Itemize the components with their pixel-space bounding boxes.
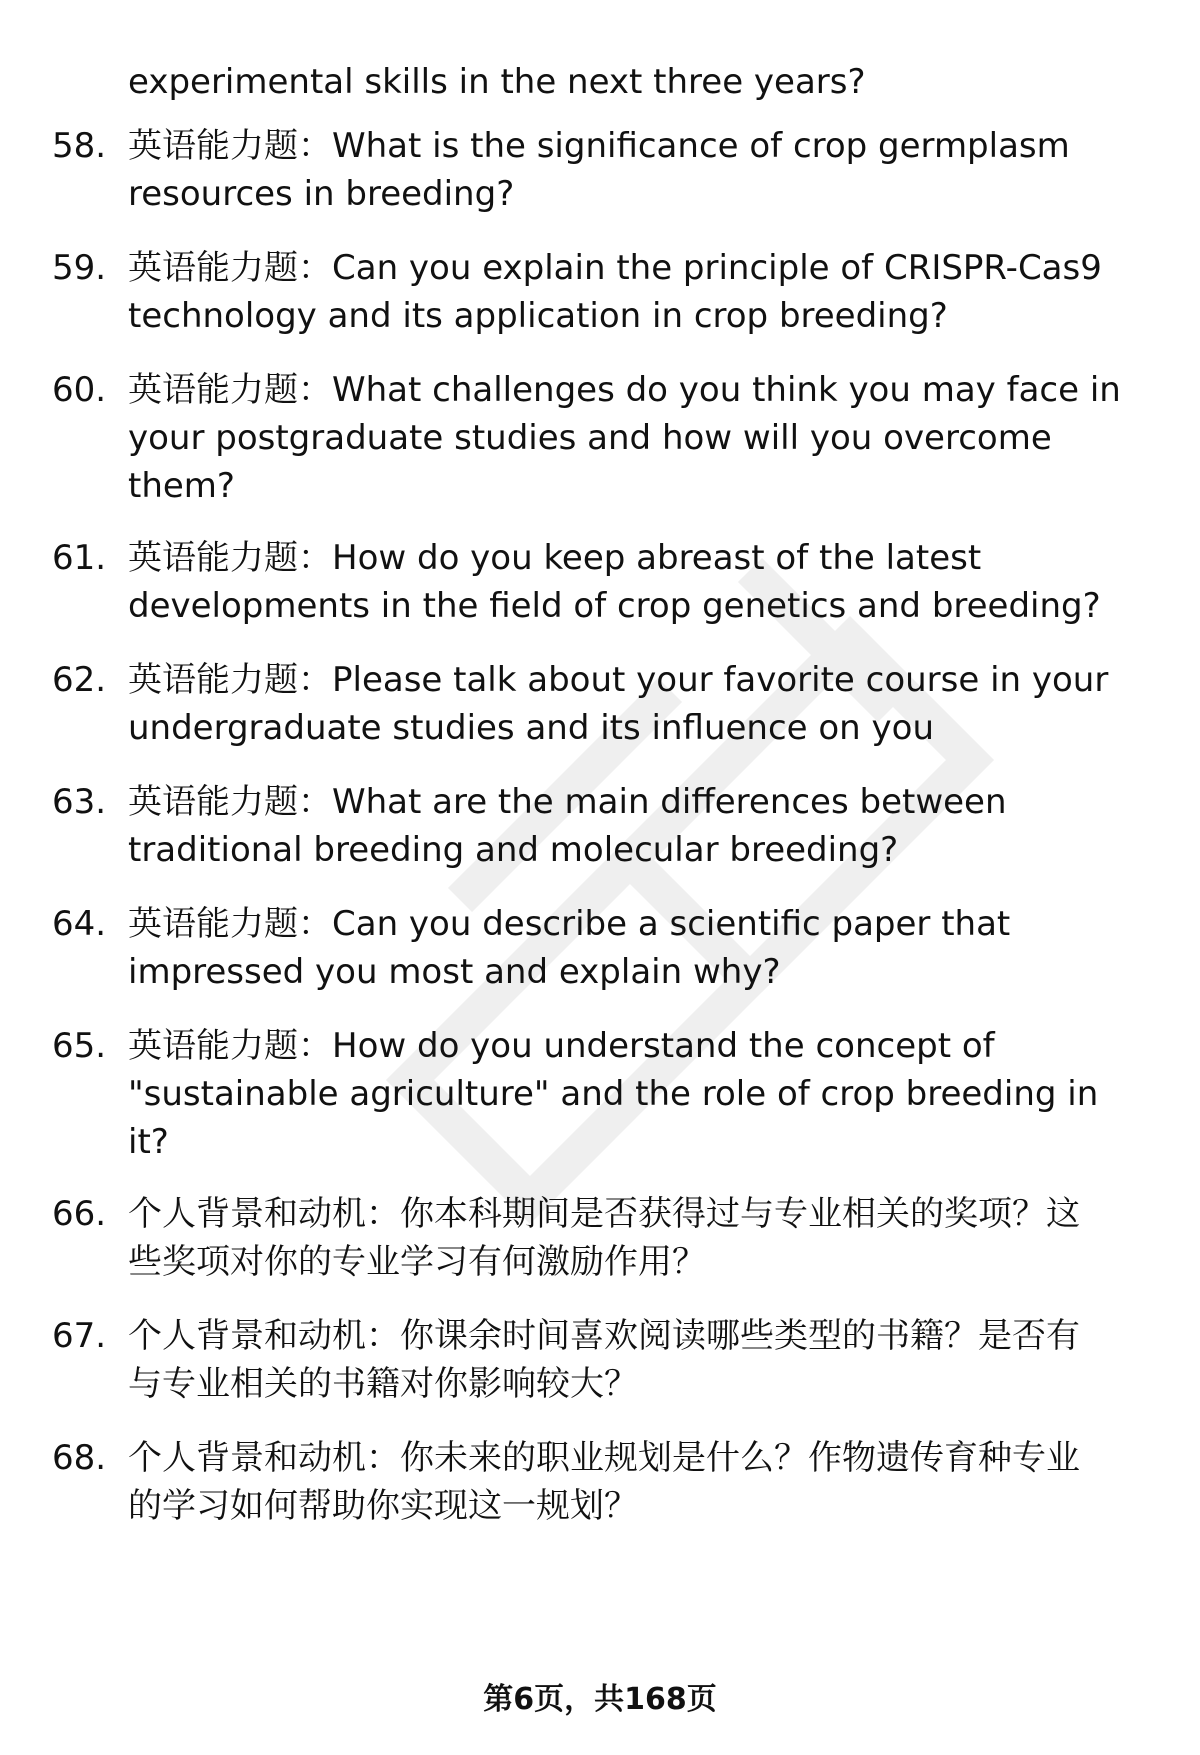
question-number: 58.	[52, 126, 107, 166]
question-number: 63.	[52, 782, 107, 822]
question-line: 英语能力题：What are the main differences between	[128, 782, 1007, 822]
question-text	[128, 366, 1138, 510]
continuation-text: experimental skills in the next three years?	[128, 62, 866, 102]
question-line: your postgraduate studies and how will you overcome	[128, 418, 1052, 458]
question-line: developments in the field of crop genetics and breeding?	[128, 586, 1101, 626]
question-number: 61.	[52, 538, 107, 578]
question-text	[128, 1312, 1138, 1408]
question-text	[128, 1434, 1138, 1530]
question-line: them?	[128, 466, 235, 506]
page-footer: 第6页，共168页	[483, 1682, 717, 1717]
question-text	[128, 122, 1138, 218]
question-number: 68.	[52, 1438, 107, 1478]
question-number: 65.	[52, 1026, 107, 1066]
question-line: resources in breeding?	[128, 174, 515, 214]
question-text	[128, 1022, 1138, 1166]
question-line: "sustainable agriculture" and the role of crop breeding in	[128, 1074, 1099, 1114]
question-text	[128, 244, 1138, 340]
question-line: impressed you most and explain why?	[128, 952, 781, 992]
question-line: 个人背景和动机：你课余时间喜欢阅读哪些类型的书籍？是否有	[128, 1316, 1080, 1356]
question-line: 个人背景和动机：你未来的职业规划是什么？作物遗传育种专业	[128, 1438, 1080, 1478]
question-line: traditional breeding and molecular breeding?	[128, 830, 899, 870]
question-line: 英语能力题：Can you explain the principle of CRISPR-Cas9	[128, 248, 1102, 288]
question-line: 些奖项对你的专业学习有何激励作用？	[128, 1242, 706, 1282]
question-number: 67.	[52, 1316, 107, 1356]
question-text	[128, 1190, 1138, 1286]
question-number: 59.	[52, 248, 107, 288]
question-line: 英语能力题：How do you understand the concept of	[128, 1026, 995, 1066]
question-number: 60.	[52, 370, 107, 410]
question-line: undergraduate studies and its influence on you	[128, 708, 935, 748]
question-text	[128, 656, 1138, 752]
question-line: 英语能力题：What is the significance of crop germplasm	[128, 126, 1070, 166]
question-number: 64.	[52, 904, 107, 944]
question-line: 英语能力题：Can you describe a scientific paper that	[128, 904, 1011, 944]
question-line: it?	[128, 1122, 169, 1162]
question-number: 62.	[52, 660, 107, 700]
question-text	[128, 534, 1138, 630]
question-line: technology and its application in crop breeding?	[128, 296, 948, 336]
question-number: 66.	[52, 1194, 107, 1234]
question-line: 英语能力题：How do you keep abreast of the latest	[128, 538, 982, 578]
question-text	[128, 778, 1138, 874]
question-line: 与专业相关的书籍对你影响较大？	[128, 1364, 638, 1404]
question-text	[128, 900, 1138, 996]
question-line: 的学习如何帮助你实现这一规划？	[128, 1486, 638, 1526]
question-line: 英语能力题：Please talk about your favorite course in your	[128, 660, 1109, 700]
question-line: 个人背景和动机：你本科期间是否获得过与专业相关的奖项？这	[128, 1194, 1080, 1234]
question-line: 英语能力题：What challenges do you think you may face in	[128, 370, 1121, 410]
